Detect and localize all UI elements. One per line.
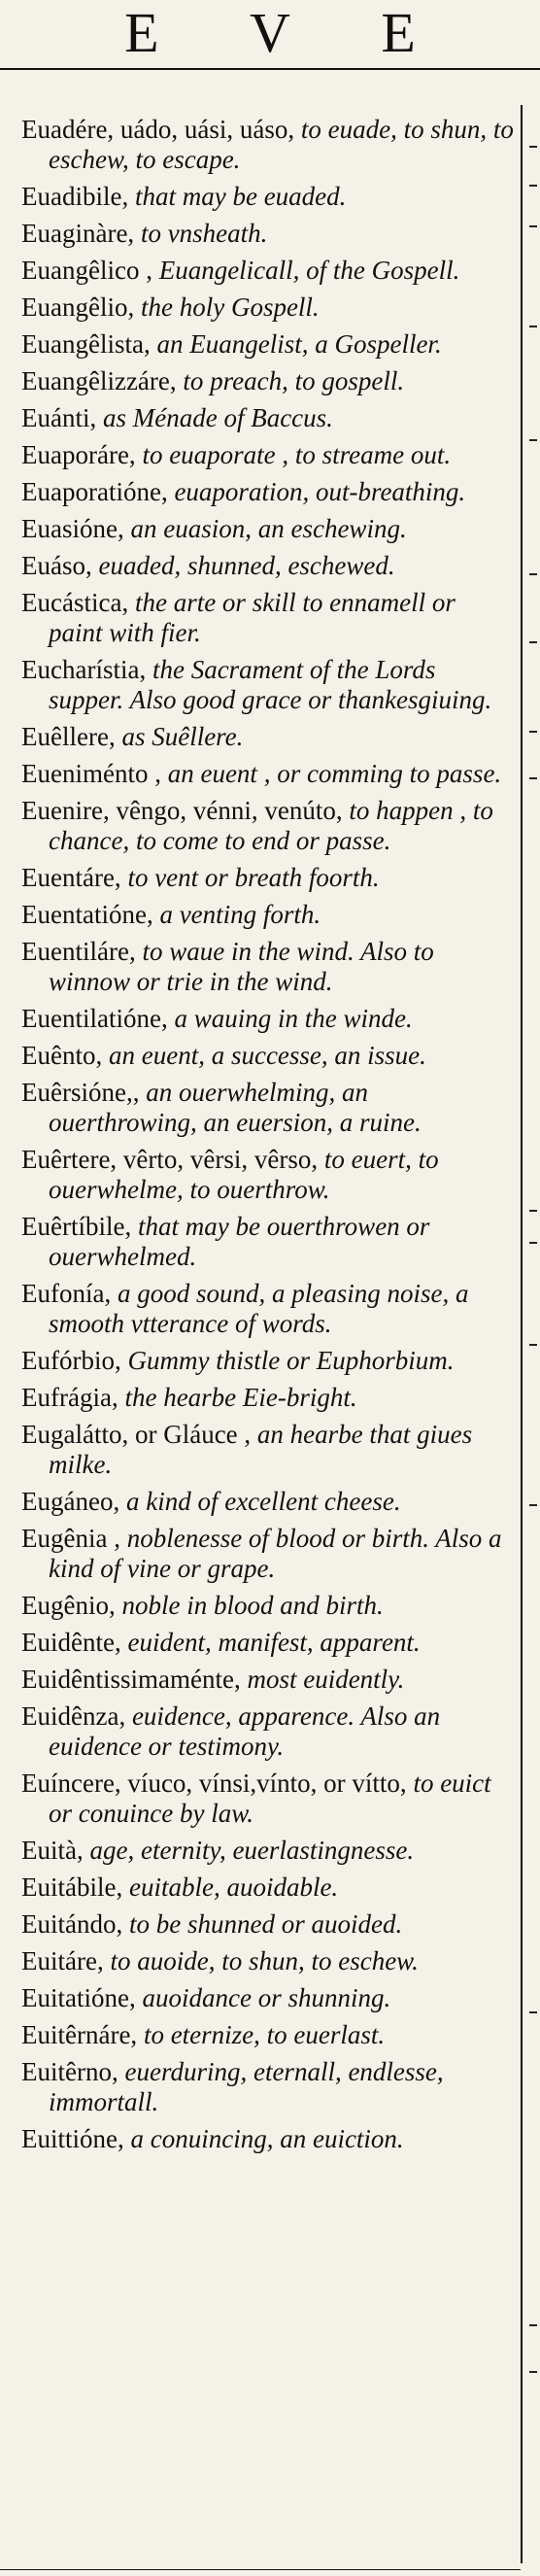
definition: an hearbe that giues milke. [49, 1420, 473, 1479]
definition: as Suêllere. [115, 722, 244, 751]
definition: a wauing in the winde. [167, 1004, 413, 1033]
margin-fragment [529, 573, 537, 575]
headword: Eucástica, [21, 588, 129, 617]
margin-fragment [529, 777, 537, 779]
headword: Euenire, vêngo, vénni, venúto, [21, 796, 343, 825]
definition: age, eternity, euerlastingnesse. [83, 1836, 415, 1865]
dictionary-entry [21, 2057, 515, 2117]
definition: that may be euaded. [128, 182, 347, 211]
definition: auoidance or shunning. [135, 1983, 391, 2012]
headword: Euidênza, [21, 1701, 126, 1731]
definition: euidence, apparence. Also an euidence or testimony. [49, 1701, 441, 1761]
definition: to euict or conuince by law. [49, 1769, 491, 1828]
dictionary-entry [21, 1004, 515, 1034]
headword: Euasióne, [21, 514, 124, 543]
headword: Euangêlico , [21, 256, 152, 285]
headword: Euentiláre, [21, 937, 136, 966]
definition: the arte or skill to ennamell or paint with fier. [49, 588, 456, 647]
dictionary-entry [21, 2124, 515, 2154]
definition: to preach, to gospell. [176, 366, 405, 395]
definition: an Euangelist, a Gospeller. [150, 329, 442, 359]
definition: Gummy thistle or Euphorbium. [120, 1346, 455, 1375]
headword: Eugênia , [21, 1524, 120, 1553]
dictionary-entry [21, 1872, 515, 1903]
definition: that may be ouerthrowen or ouerwhelmed. [49, 1212, 430, 1271]
definition: as Ménade of Baccus. [96, 403, 333, 432]
dictionary-entry [21, 1041, 515, 1071]
headword: Euênto, [21, 1041, 103, 1070]
dictionary-entry [21, 292, 515, 323]
margin-fragment [529, 185, 537, 187]
margin-fragment [529, 146, 537, 148]
dictionary-entry [21, 1983, 515, 2013]
definition: a venting forth. [152, 900, 321, 929]
dictionary-entry [21, 477, 515, 507]
headword: Euadére, uádo, uási, uáso, [21, 115, 295, 144]
headword: Euánti, [21, 403, 97, 432]
dictionary-entry [21, 937, 515, 997]
headword: Euangêlio, [21, 292, 135, 322]
dictionary-entry [21, 1628, 515, 1658]
definition: to happen , to chance, to come to end or passe. [49, 796, 493, 855]
margin-fragment [529, 731, 537, 733]
margin-fragment [529, 1344, 537, 1346]
headword: Eufrágia, [21, 1383, 118, 1412]
dictionary-entry [21, 219, 515, 249]
definition: to euaporate , to streame out. [135, 440, 452, 469]
dictionary-entry [21, 551, 515, 581]
headword: Euitatióne, [21, 1983, 136, 2012]
definition: an euent, a successe, an issue. [102, 1041, 426, 1070]
definition: to waue in the wind. Also to winnow or trie in the wind. [49, 937, 434, 996]
dictionary-entry [21, 1524, 515, 1584]
bottom-rule [0, 2569, 521, 2570]
dictionary-entry [21, 1383, 515, 1413]
headword: Euêrtere, vêrto, vêrsi, vêrso, [21, 1145, 319, 1174]
margin-fragment [529, 1210, 537, 1212]
definition: euitable, auoidable. [122, 1872, 339, 1902]
dictionary-entry [21, 514, 515, 544]
dictionary-entry [21, 1909, 515, 1940]
definition: noblenesse of blood or birth. Also a kind of vine or grape. [49, 1524, 502, 1583]
dictionary-entry [21, 1279, 515, 1339]
definition: euaporation, out-breathing. [167, 477, 466, 506]
dictionary-entry [21, 1701, 515, 1762]
dictionary-entry [21, 1145, 515, 1205]
margin-fragment [529, 641, 537, 643]
definition: to euert, to ouerwhelme, to ouerthrow. [49, 1145, 439, 1204]
margin-fragment [529, 225, 537, 227]
headword: Eugáneo, [21, 1487, 120, 1516]
definition: to auoide, to shun, to eschew. [103, 1946, 419, 1975]
dictionary-entry [21, 1420, 515, 1480]
column-divider [521, 105, 523, 2563]
page-title: E V E [124, 1, 455, 64]
dictionary-entry [21, 1346, 515, 1376]
headword: Euentatióne, [21, 900, 153, 929]
dictionary-column [21, 115, 515, 2161]
definition: noble in blood and birth. [115, 1591, 384, 1620]
dictionary-entry [21, 182, 515, 212]
definition: a conuincing, an euiction. [123, 2124, 404, 2153]
definition: to be shunned or auoided. [122, 1909, 403, 1939]
dictionary-entry [21, 796, 515, 856]
definition: euerduring, eternall, endlesse, immortall. [49, 2057, 444, 2116]
definition: to vent or breath foorth. [120, 863, 380, 892]
definition: an euent , or comming to passe. [160, 759, 502, 788]
dictionary-entry [21, 588, 515, 648]
headword: Euêrsióne,, [21, 1078, 140, 1107]
margin-fragment [529, 1242, 537, 1244]
dictionary-entry [21, 1946, 515, 1976]
margin-fragment [529, 2371, 537, 2373]
headword: Euentáre, [21, 863, 121, 892]
headword: Euitábile, [21, 1872, 123, 1902]
dictionary-entry [21, 1665, 515, 1695]
dictionary-entry [21, 1769, 515, 1829]
dictionary-entry [21, 900, 515, 930]
headword: Euaginàre, [21, 219, 135, 248]
margin-fragment [529, 2324, 537, 2326]
definition: an euasion, an eschewing. [123, 514, 407, 543]
dictionary-entry [21, 2020, 515, 2050]
margin-fragment [529, 439, 537, 441]
headword: Eucharístia, [21, 655, 147, 684]
definition: most euidently. [240, 1665, 405, 1694]
headword: Euidêntissimaménte, [21, 1665, 241, 1694]
headword: Euêllere, [21, 722, 116, 751]
dictionary-entry [21, 366, 515, 396]
headword: Eufonía, [21, 1279, 112, 1308]
page-header [0, 0, 540, 68]
dictionary-entry [21, 403, 515, 433]
definition: euident, manifest, apparent. [120, 1628, 421, 1657]
headword: Eueniménto , [21, 759, 161, 788]
headword: Euêrtíbile, [21, 1212, 132, 1241]
dictionary-entry [21, 115, 515, 175]
dictionary-entry [21, 256, 515, 286]
dictionary-entry [21, 1487, 515, 1517]
dictionary-entry [21, 329, 515, 360]
headword: Euitáre, [21, 1946, 104, 1975]
headword: Eufórbio, [21, 1346, 121, 1375]
headword: Euità, [21, 1836, 84, 1865]
dictionary-entry [21, 655, 515, 715]
headword: Euáso, [21, 551, 92, 580]
dictionary-entry [21, 1078, 515, 1138]
headword: Euangêlista, [21, 329, 151, 359]
headword: Euitándo, [21, 1909, 123, 1939]
headword: Eugalátto, or Gláuce , [21, 1420, 252, 1449]
headword: Euíncere, víuco, vínsi,vínto, or vítto, [21, 1769, 407, 1798]
dictionary-entry [21, 1212, 515, 1272]
headword: Euangêlizzáre, [21, 366, 177, 395]
margin-fragment [529, 326, 537, 327]
definition: to vnsheath. [134, 219, 268, 248]
dictionary-entry [21, 1591, 515, 1621]
headword: Euidênte, [21, 1628, 121, 1657]
headword: Euadibile, [21, 182, 129, 211]
headword: Euaporatióne, [21, 477, 168, 506]
header-rule [0, 68, 540, 70]
headword: Euitêrno, [21, 2057, 118, 2086]
dictionary-entry [21, 863, 515, 893]
headword: Euaporáre, [21, 440, 136, 469]
headword: Euittióne, [21, 2124, 124, 2153]
headword: Euitêrnáre, [21, 2020, 138, 2049]
definition: a kind of excellent cheese. [119, 1487, 401, 1516]
dictionary-entry [21, 1836, 515, 1866]
headword: Euentilatióne, [21, 1004, 168, 1033]
definition: Euangelicall, of the Gospell. [152, 256, 460, 285]
dictionary-entry [21, 759, 515, 789]
definition: the hearbe Eie-bright. [118, 1383, 357, 1412]
definition: euaded, shunned, eschewed. [91, 551, 395, 580]
definition: to euade, to shun, to eschew, to escape. [49, 115, 514, 174]
definition: a good sound, a pleasing noise, a smooth vtterance of words. [49, 1279, 469, 1338]
margin-fragment [529, 2011, 537, 2013]
dictionary-entry [21, 722, 515, 752]
margin-fragment [529, 1504, 537, 1506]
headword: Eugênio, [21, 1591, 116, 1620]
definition: the Sacrament of the Lords supper. Also good grace or thankesgiuing. [49, 655, 492, 714]
definition: the holy Gospell. [134, 292, 320, 322]
definition: to eternize, to euerlast. [137, 2020, 386, 2049]
definition: an ouerwhelming, an ouerthrowing, an euersion, a ruine. [49, 1078, 422, 1137]
dictionary-entry [21, 440, 515, 470]
